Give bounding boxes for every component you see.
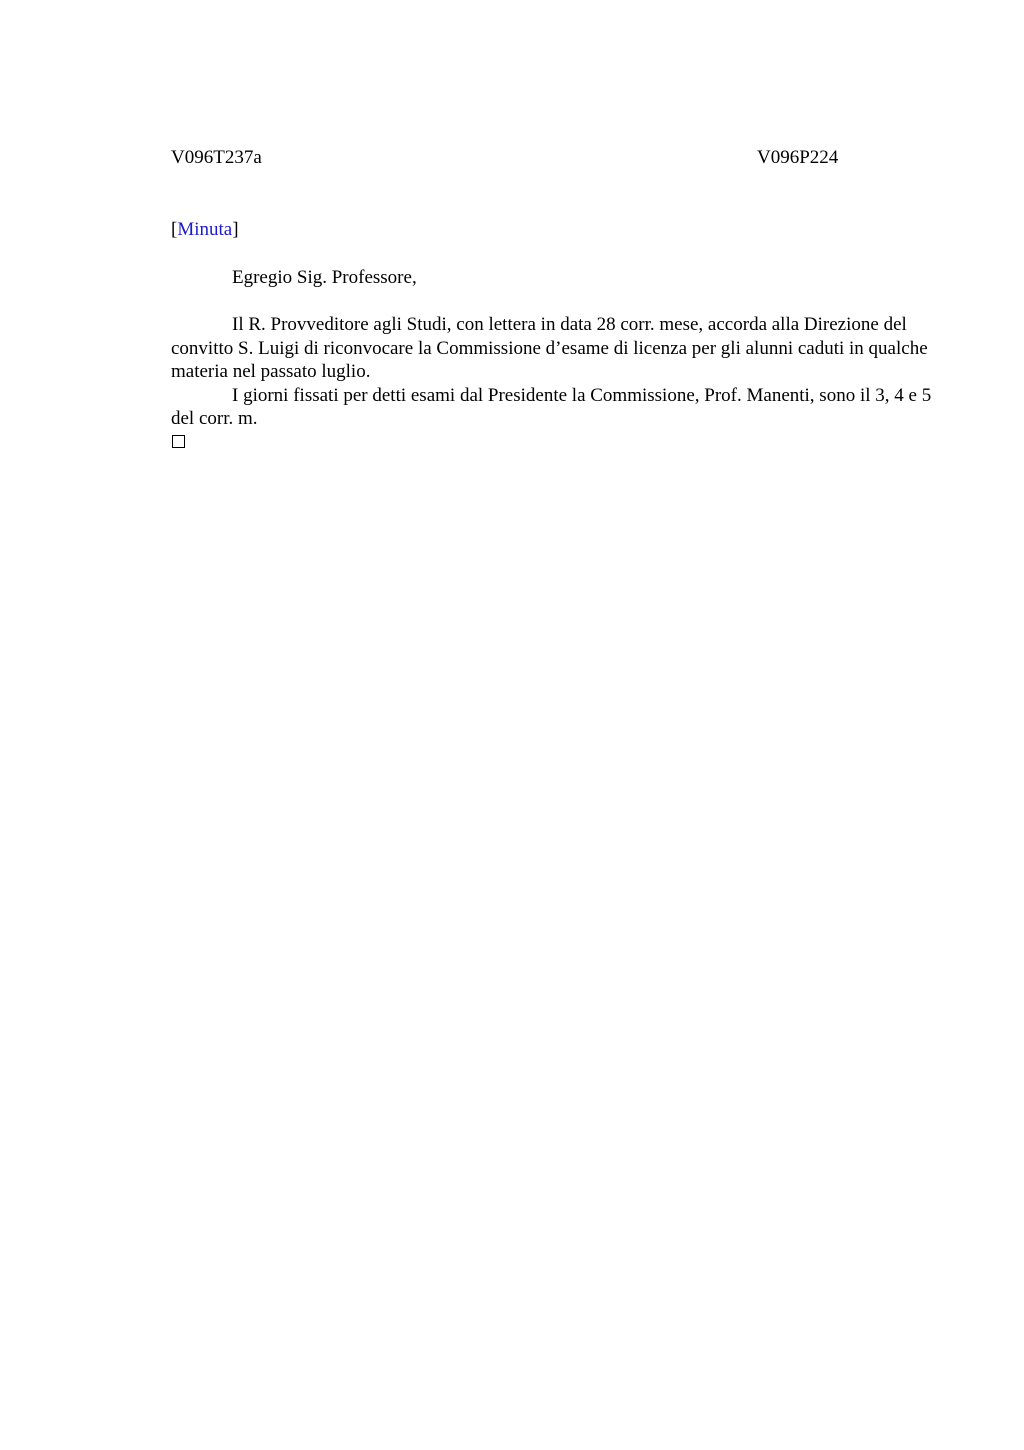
letter-paragraph: Il R. Provveditore agli Studi, con lettera in data 28 corr. mese, accorda alla Direzione del convitto S. Luigi di riconvocare la Commissione d’esame di licenza per gli alunni caduti in qualche materia nel passato luglio. — [171, 314, 928, 382]
document-id-right: V096P224 — [757, 147, 839, 168]
minuta-link[interactable]: Minuta — [177, 219, 233, 240]
document-id-left: V096T237a — [171, 147, 262, 168]
letter-body — [171, 313, 941, 431]
minuta-label — [171, 218, 239, 242]
letter-salutation: Egregio Sig. Professore, — [232, 267, 417, 288]
empty-square-icon — [172, 435, 185, 448]
open-bracket: [ — [171, 219, 178, 240]
letter-paragraph: I giorni fissati per detti esami dal Presidente la Commissione, Prof. Manenti, sono il 3, 4 e 5 del corr. m. — [171, 384, 932, 429]
close-bracket: ] — [232, 219, 239, 240]
